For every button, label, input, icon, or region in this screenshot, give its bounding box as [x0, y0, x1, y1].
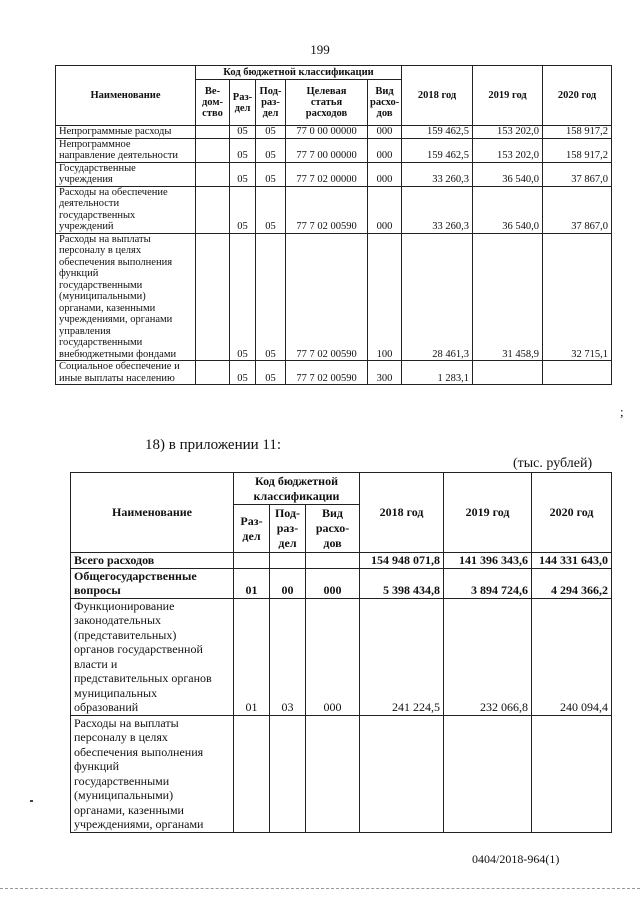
- row-podrazdel: 05: [256, 162, 286, 186]
- row-razdel: 05: [230, 126, 256, 139]
- row-name: Непрограммное направление деятельности: [56, 138, 196, 162]
- table-row: [56, 361, 612, 385]
- header-target: Целевая статья расходов: [286, 80, 368, 126]
- row-2018: 241 224,5: [360, 598, 444, 715]
- row-target: 77 7 02 00590: [286, 186, 368, 233]
- table-row: [56, 126, 612, 139]
- row-vid: [306, 553, 360, 569]
- row-name: Расходы на обеспечение деятельности государственных учреждений: [56, 186, 196, 233]
- table-row: [71, 715, 612, 832]
- table-row: [71, 568, 612, 598]
- document-code: 0404/2018-964(1): [472, 852, 560, 866]
- row-target: 77 7 00 00000: [286, 138, 368, 162]
- row-2020: 32 715,1: [543, 233, 612, 361]
- row-target: 77 7 02 00590: [286, 361, 368, 385]
- page-number: 199: [310, 42, 330, 57]
- row-2020: 158 917,2: [543, 126, 612, 139]
- row-vid: 000: [306, 568, 360, 598]
- header-2020: 2020 год: [543, 66, 612, 126]
- row-vid: 100: [368, 233, 402, 361]
- table-row: [56, 138, 612, 162]
- row-name: Всего расходов: [71, 553, 234, 569]
- header-razdel: Раз- дел: [230, 80, 256, 126]
- table-row: [56, 162, 612, 186]
- row-2018: 154 948 071,8: [360, 553, 444, 569]
- row-podrazdel: 05: [256, 126, 286, 139]
- header-podrazdel: Под- раз- дел: [270, 505, 306, 553]
- row-target: 77 0 00 00000: [286, 126, 368, 139]
- row-vid: 300: [368, 361, 402, 385]
- header-2019: 2019 год: [473, 66, 543, 126]
- row-vedomstvo: [196, 162, 230, 186]
- row-2018: 5 398 434,8: [360, 568, 444, 598]
- row-razdel: 05: [230, 162, 256, 186]
- row-2019: 36 540,0: [473, 162, 543, 186]
- row-razdel: 05: [230, 233, 256, 361]
- row-vedomstvo: [196, 138, 230, 162]
- row-2018: 33 260,3: [402, 186, 473, 233]
- row-2018: 159 462,5: [402, 138, 473, 162]
- row-2019: 141 396 343,6: [444, 553, 532, 569]
- row-2019: 36 540,0: [473, 186, 543, 233]
- row-vid: 000: [368, 162, 402, 186]
- budget-table-appendix-11: [70, 472, 612, 833]
- row-podrazdel: 03: [270, 598, 306, 715]
- header-name: Наименование: [56, 66, 196, 126]
- row-2019: [444, 715, 532, 832]
- row-2020: 37 867,0: [543, 162, 612, 186]
- row-razdel: 05: [230, 186, 256, 233]
- row-2019: 3 894 724,6: [444, 568, 532, 598]
- header-2019: 2019 год: [444, 473, 532, 553]
- header-code-group: Код бюджетной классификации: [234, 473, 360, 505]
- row-name: Общегосударственные вопросы: [71, 568, 234, 598]
- section-title: 18) в приложении 11:: [145, 437, 282, 453]
- row-2018: [360, 715, 444, 832]
- header-2020: 2020 год: [532, 473, 612, 553]
- row-vid: 000: [368, 138, 402, 162]
- row-2019: 31 458,9: [473, 233, 543, 361]
- row-vedomstvo: [196, 233, 230, 361]
- row-podrazdel: 05: [256, 233, 286, 361]
- row-razdel: 05: [230, 361, 256, 385]
- row-razdel: 01: [234, 598, 270, 715]
- row-2018: 33 260,3: [402, 162, 473, 186]
- row-2019: 153 202,0: [473, 138, 543, 162]
- header-vid: Вид расхо- дов: [368, 80, 402, 126]
- row-name: Функционирование законодательных (представительных) органов государственной власти и представительных органов муниципальных образований: [71, 598, 234, 715]
- row-vedomstvo: [196, 186, 230, 233]
- row-2020: 144 331 643,0: [532, 553, 612, 569]
- scan-edge-line: [0, 888, 640, 889]
- table-row: [71, 598, 612, 715]
- row-2020: 158 917,2: [543, 138, 612, 162]
- row-razdel: [234, 715, 270, 832]
- trailing-semicolon: ;: [620, 404, 624, 419]
- row-podrazdel: [270, 553, 306, 569]
- row-vedomstvo: [196, 126, 230, 139]
- row-podrazdel: 00: [270, 568, 306, 598]
- scan-mark: [30, 800, 33, 802]
- row-2018: 159 462,5: [402, 126, 473, 139]
- row-razdel: [234, 553, 270, 569]
- header-vid: Вид расхо- дов: [306, 505, 360, 553]
- header-2018: 2018 год: [402, 66, 473, 126]
- row-2018: 1 283,1: [402, 361, 473, 385]
- row-vid: 000: [368, 126, 402, 139]
- row-name: Непрограммные расходы: [56, 126, 196, 139]
- row-name: Расходы на выплаты персоналу в целях обеспечения выполнения функций государственными (муниципальными) органами, казенными учреждениями, органами: [71, 715, 234, 832]
- units-label: (тыс. рублей): [513, 456, 593, 471]
- header-vedomstvo: Ве- дом- ство: [196, 80, 230, 126]
- table-row: [56, 186, 612, 233]
- row-2020: 37 867,0: [543, 186, 612, 233]
- row-podrazdel: 05: [256, 186, 286, 233]
- header-2018: 2018 год: [360, 473, 444, 553]
- header-podrazdel: Под- раз- дел: [256, 80, 286, 126]
- row-name: Государственные учреждения: [56, 162, 196, 186]
- row-name: Социальное обеспечение и иные выплаты населению: [56, 361, 196, 385]
- row-podrazdel: 05: [256, 361, 286, 385]
- row-vedomstvo: [196, 361, 230, 385]
- row-2019: 153 202,0: [473, 126, 543, 139]
- row-razdel: 05: [230, 138, 256, 162]
- row-vid: [306, 715, 360, 832]
- row-target: 77 7 02 00000: [286, 162, 368, 186]
- row-target: 77 7 02 00590: [286, 233, 368, 361]
- row-2020: [543, 361, 612, 385]
- table-row: [56, 233, 612, 361]
- row-2020: [532, 715, 612, 832]
- budget-table-appendix-prev: [55, 65, 612, 385]
- row-vid: 000: [368, 186, 402, 233]
- header-razdel: Раз- дел: [234, 505, 270, 553]
- row-name: Расходы на выплаты персоналу в целях обеспечения выполнения функций государственными (муниципальными) органами, казенными учреждениями, органами управления государственными внебюджетными фондами: [56, 233, 196, 361]
- row-2020: 4 294 366,2: [532, 568, 612, 598]
- row-vid: 000: [306, 598, 360, 715]
- header-code-group: Код бюджетной классификации: [196, 66, 402, 80]
- row-podrazdel: [270, 715, 306, 832]
- row-2020: 240 094,4: [532, 598, 612, 715]
- header-name: Наименование: [71, 473, 234, 553]
- row-podrazdel: 05: [256, 138, 286, 162]
- row-2019: 232 066,8: [444, 598, 532, 715]
- row-razdel: 01: [234, 568, 270, 598]
- table-row: [71, 553, 612, 569]
- row-2018: 28 461,3: [402, 233, 473, 361]
- row-2019: [473, 361, 543, 385]
